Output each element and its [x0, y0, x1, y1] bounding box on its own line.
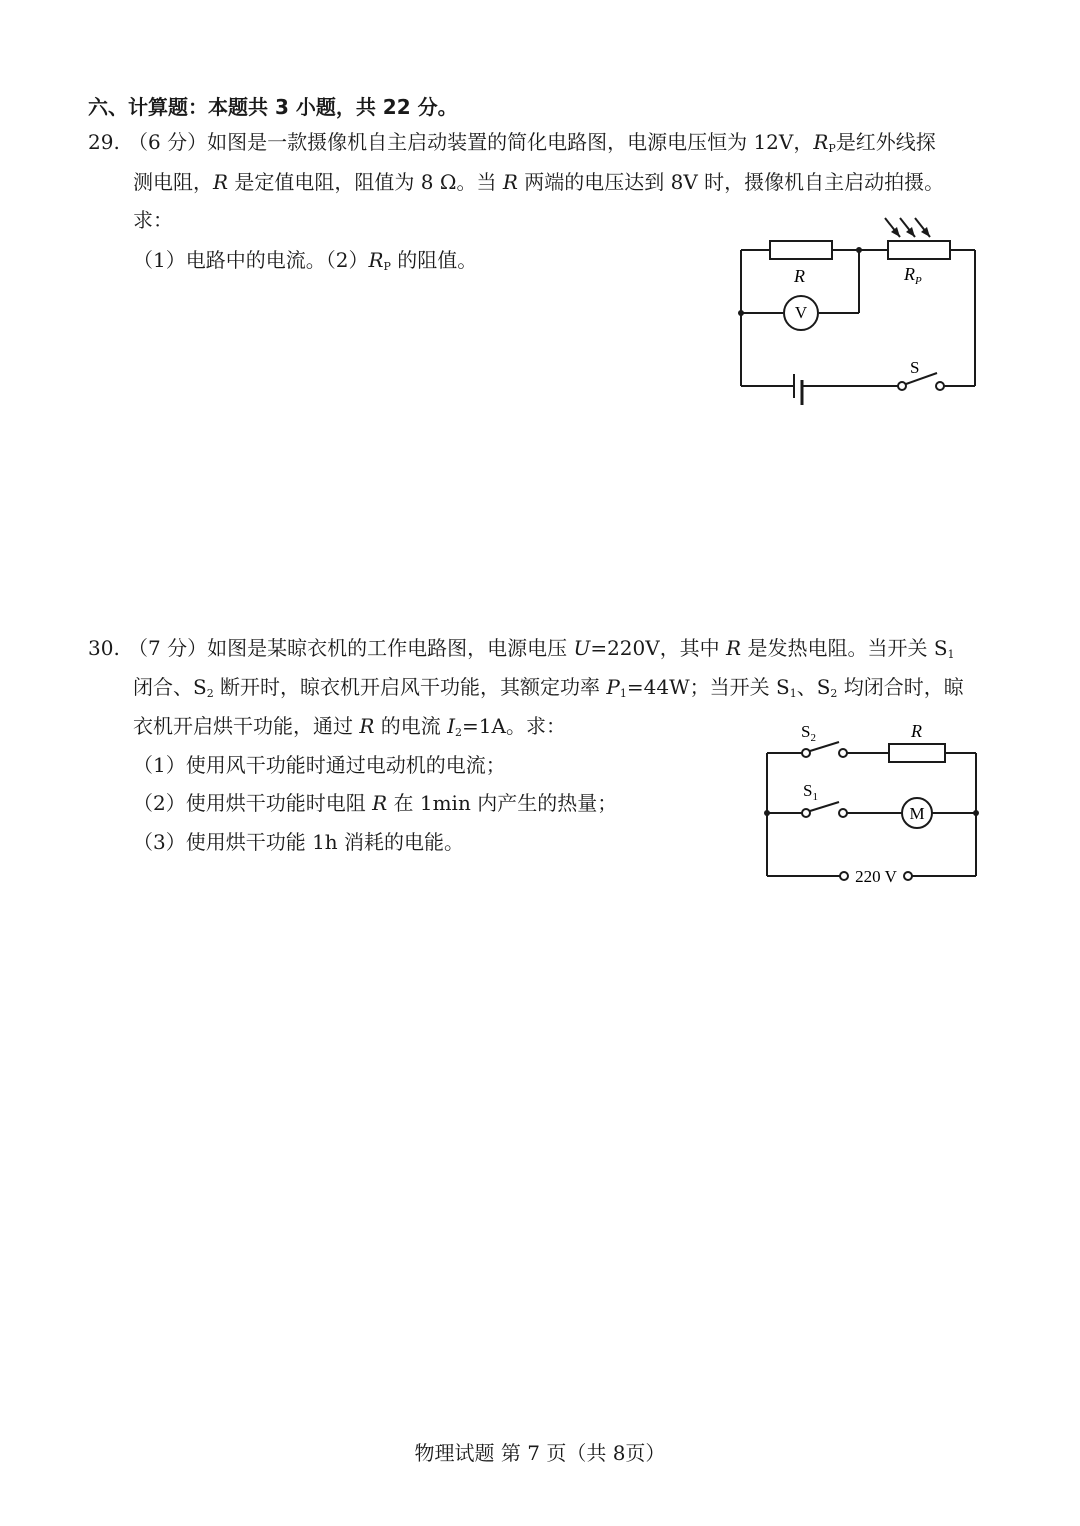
q29-sub: P — [828, 142, 836, 155]
resistor-r-label: R — [911, 721, 922, 741]
q30-circuit-diagram — [755, 718, 990, 893]
q29-score: （6 分） — [128, 130, 208, 154]
q29-var: R — [813, 130, 829, 154]
q30-text: 均闭合时，晾 — [837, 675, 964, 699]
q29-text: 是定值电阻，阻值为 8 Ω。当 — [228, 170, 503, 194]
q29-text: 如图是一款摄像机自主启动装置的简化电路图，电源电压恒为 12V， — [207, 130, 814, 154]
q30-number: 30. — [88, 636, 120, 660]
q30-sub: 1 — [947, 648, 955, 661]
q30-subquestion-3: （3）使用烘干功能 1h 消耗的电能。 — [133, 830, 465, 854]
q30-text: 如图是某晾衣机的工作电路图，电源电压 — [207, 636, 574, 660]
q30-subquestion-1: （1）使用风干功能时通过电动机的电流； — [133, 753, 506, 777]
q29-text: 两端的电压达到 8V 时，摄像机自主启动拍摄。 — [517, 170, 945, 194]
q30-text: 是发热电阻。当开关 S — [741, 636, 948, 660]
voltmeter-label: V — [794, 303, 808, 322]
q30-text: 断开时，晾衣机开启风干功能，其额定功率 — [213, 675, 607, 699]
q30-var: R — [372, 791, 388, 815]
q30-var: U — [573, 636, 591, 660]
motor-label: M — [909, 804, 925, 823]
q30-sub: 1 — [619, 687, 627, 700]
q30-text: （2）使用烘干功能时电阻 — [133, 791, 373, 815]
q29-text: （1）电路中的电流。（2） — [133, 248, 369, 272]
q30-sub: 2 — [206, 687, 214, 700]
section-title: 六、计算题：本题共 3 小题，共 22 分。 — [88, 95, 458, 119]
q30-text: =220V，其中 — [590, 636, 727, 660]
q29-var: R — [502, 170, 518, 194]
q29-line3: 求： — [133, 208, 173, 232]
q30-var: R — [359, 714, 375, 738]
q30-text: =1A。求： — [462, 714, 566, 738]
q29-circuit-diagram — [730, 210, 990, 415]
switch-s2-label: $S_2$ — [801, 722, 816, 744]
q30-text: 、S — [796, 675, 831, 699]
q30-var: R — [726, 636, 742, 660]
q30-line3 — [133, 712, 566, 747]
q30-text: 的电流 — [374, 714, 448, 738]
q30-var: I — [447, 714, 456, 738]
q29-sub: P — [383, 260, 391, 273]
resistor-rp-label: $R_P$ — [904, 264, 922, 287]
q29-line1 — [128, 128, 936, 163]
q29-number: 29. — [88, 130, 120, 154]
q30-subquestion-2 — [133, 789, 617, 817]
page-footer: 物理试题 第 7 页（共 8页） — [414, 1441, 666, 1465]
q29-var: R — [368, 248, 384, 272]
q30-line1 — [128, 634, 955, 669]
q29-subquestions — [133, 246, 477, 281]
resistor-r-label: R — [794, 266, 805, 286]
q30-text: =44W；当开关 S — [626, 675, 790, 699]
switch-s-label: S — [910, 358, 920, 377]
q29-text: 是红外线探 — [835, 130, 936, 154]
q29-line2 — [133, 168, 944, 196]
q30-line2 — [133, 673, 964, 708]
switch-s1-label: $S_1$ — [803, 781, 818, 803]
q30-sub: 2 — [455, 726, 463, 739]
q30-sub: 1 — [789, 687, 797, 700]
q30-text: 在 1min 内产生的热量； — [387, 791, 618, 815]
q29-text: 的阻值。 — [390, 248, 478, 272]
q30-text: 衣机开启烘干功能，通过 — [133, 714, 360, 738]
q30-text: 闭合、S — [133, 675, 207, 699]
q30-score: （7 分） — [128, 636, 208, 660]
q29-text: 测电阻， — [133, 170, 213, 194]
q30-sub: 2 — [830, 687, 838, 700]
source-label: 220 V — [855, 867, 897, 886]
q29-var: R — [213, 170, 229, 194]
q30-var: P — [606, 675, 620, 699]
